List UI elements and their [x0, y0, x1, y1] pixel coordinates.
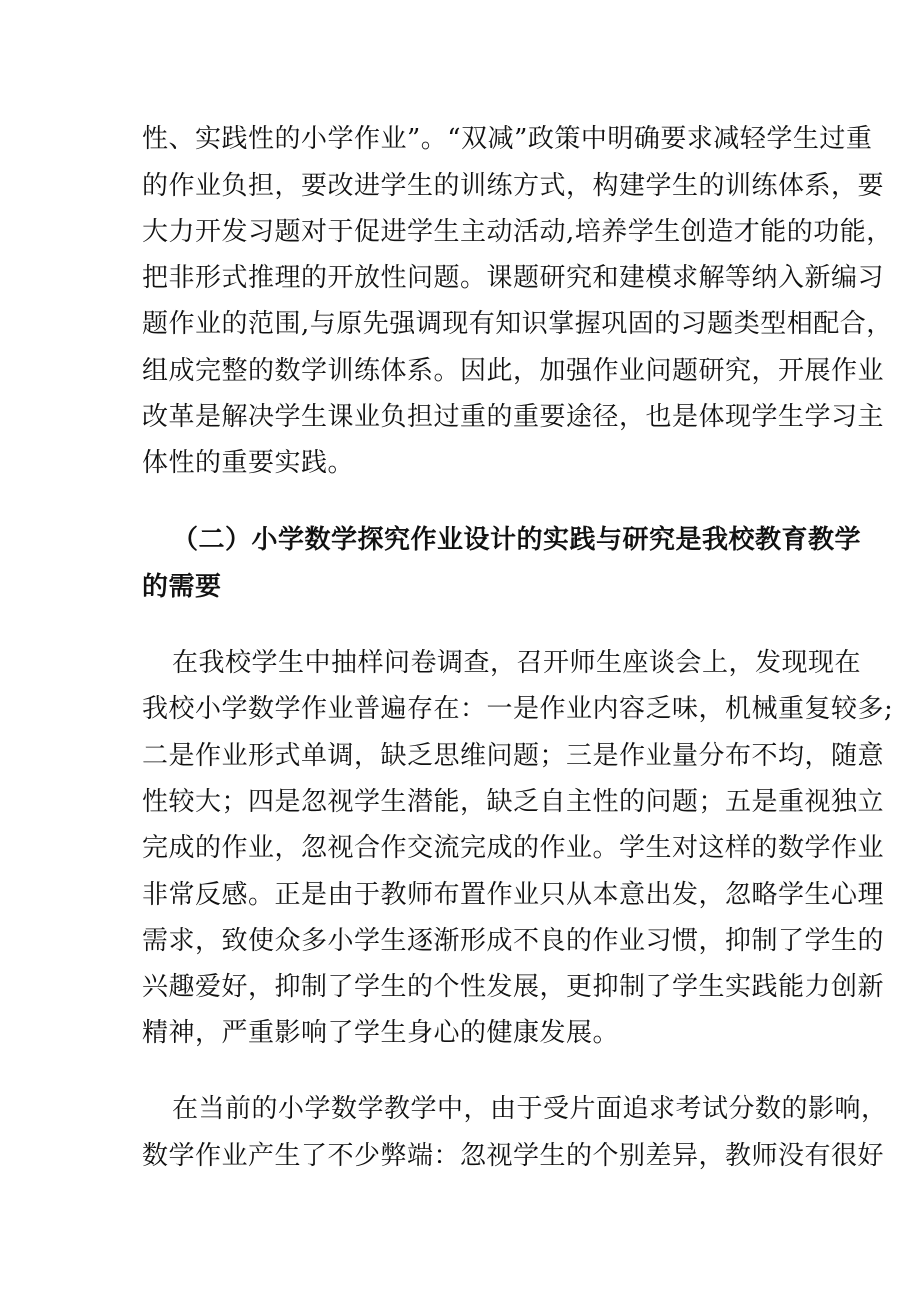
paragraph-line: 把非形式推理的开放性问题。课题研究和建模求解等纳入新编习: [142, 263, 885, 293]
paragraph-line: 完成的作业，忽视合作交流完成的作业。学生对这样的数学作业: [142, 833, 885, 863]
heading-line: 的需要: [142, 572, 222, 602]
paragraph-line: 改革是解决学生课业负担过重的重要途径，也是体现学生学习主: [142, 402, 885, 432]
paragraph-line: 的作业负担，要改进学生的训练方式，构建学生的训练体系，要: [142, 171, 885, 201]
paragraph-line: 性、实践性的小学作业”。“双减”政策中明确要求减轻学生过重: [142, 124, 873, 154]
paragraph-line: 需求，致使众多小学生逐渐形成不良的作业习惯，抑制了学生的: [142, 926, 885, 956]
paragraph-line: 数学作业产生了不少弊端：忽视学生的个别差异，教师没有很好: [142, 1141, 885, 1171]
paragraph-line: 二是作业形式单调，缺乏思维问题；三是作业量分布不均，随意: [142, 741, 885, 771]
paragraph-line: 性较大；四是忽视学生潜能，缺乏自主性的问题；五是重视独立: [142, 787, 885, 817]
paragraph-line: 我校小学数学作业普遍存在：一是作业内容乏味，机械重复较多;: [142, 694, 894, 724]
paragraph-line: 体性的重要实践。: [142, 448, 355, 478]
paragraph-line: 大力开发习题对于促进学生主动活动,培养学生创造才能的功能，: [142, 217, 893, 247]
paragraph-line: 组成完整的数学训练体系。因此，加强作业问题研究，开展作业: [142, 356, 885, 386]
paragraph-line: 兴趣爱好，抑制了学生的个性发展，更抑制了学生实践能力创新: [142, 972, 885, 1002]
paragraph-line: 精神，严重影响了学生身心的健康发展。: [142, 1018, 620, 1048]
paragraph-line: 题作业的范围,与原先强调现有知识掌握巩固的习题类型相配合，: [142, 309, 893, 339]
paragraph-line: 非常反感。正是由于教师布置作业只从本意出发，忽略学生心理: [142, 880, 885, 910]
paragraph-line: 在当前的小学数学教学中，由于受片面追求考试分数的影响，: [172, 1094, 888, 1124]
heading-line: （二）小学数学探究作业设计的实践与研究是我校教育教学: [172, 525, 862, 555]
paragraph-line: 在我校学生中抽样问卷调查，召开师生座谈会上，发现现在: [172, 648, 862, 678]
